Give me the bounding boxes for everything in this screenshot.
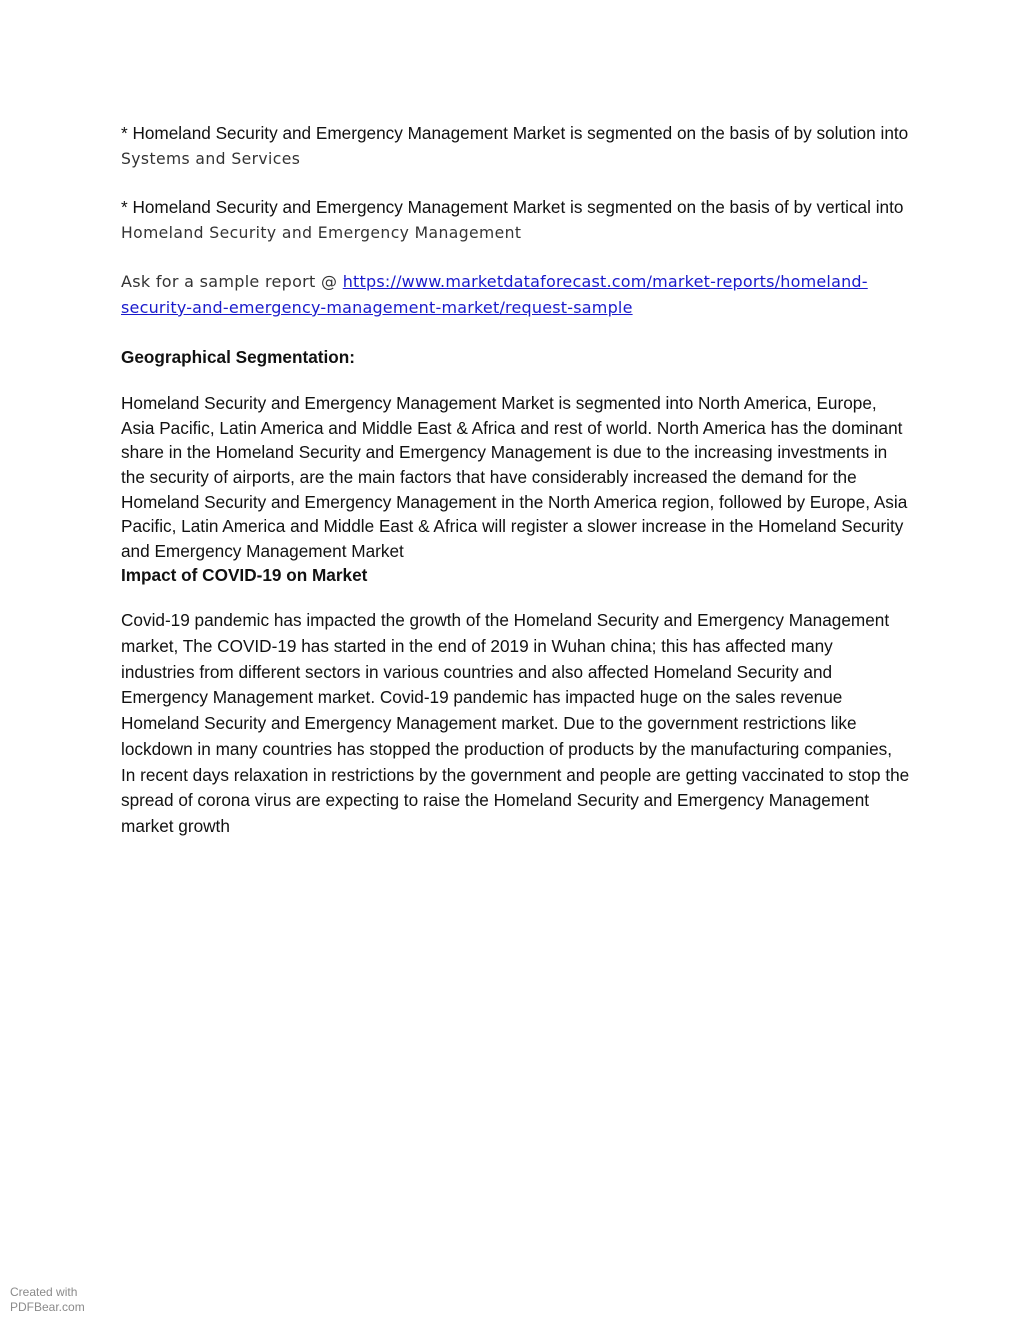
vertical-segmentation-line (121, 195, 911, 245)
covid-impact-paragraph: Covid-19 pandemic has impacted the growth of the Homeland Security and Emergency Management market, The COVID-19 has started in the end of 2019 in Wuhan china; this has affected many industries from different sectors in various countries and also affected Homeland Security and Emergency Management market. Covid-19 pandemic has impacted huge on the sales revenue Homeland Security and Emergency Management market. Due to the government restrictions like lockdown in many countries has stopped the production of products by the manufacturing companies, In recent days relaxation in restrictions by the government and people are getting vaccinated to stop the spread of corona virus are expecting to raise the Homeland Security and Emergency Management market growth (121, 609, 910, 837)
geographical-segmentation-heading: Geographical Segmentation: (121, 346, 355, 367)
pdfbear-watermark (10, 1285, 85, 1315)
watermark-line-1: Created with (10, 1285, 78, 1299)
solution-segmentation-value: Systems and Services (121, 149, 301, 168)
vertical-segmentation-text: * Homeland Security and Emergency Management Market is segmented on the basis of by vertical into (121, 197, 904, 218)
sample-report-link[interactable]: https://www.marketdataforecast.com/market-reports/homeland-security-and-emergency-management-market/request-sample (121, 272, 868, 317)
covid-impact-heading: Impact of COVID-19 on Market (121, 565, 368, 586)
solution-segmentation-text: * Homeland Security and Emergency Management Market is segmented on the basis of by solution into (121, 123, 909, 143)
document-body (121, 121, 911, 840)
vertical-segmentation-value: Homeland Security and Emergency Management (121, 223, 522, 242)
solution-segmentation-line (121, 121, 911, 171)
sample-report-label: Ask for a sample report @ (121, 272, 343, 292)
watermark-line-2: PDFBear.com (10, 1300, 85, 1314)
sample-report-line (121, 269, 911, 320)
geographical-segmentation-paragraph: Homeland Security and Emergency Management Market is segmented into North America, Europe, Asia Pacific, Latin America and Middle East & Africa and rest of world. North America has the dominant share in the Homeland Security and Emergency Management is due to the increasing investments in the security of airports, are the main factors that have considerably increased the demand for the Homeland Security and Emergency Management in the North America region, followed by Europe, Asia Pacific, Latin America and Middle East & Africa will register a slower increase in the Homeland Security and Emergency Management Market (121, 393, 908, 561)
